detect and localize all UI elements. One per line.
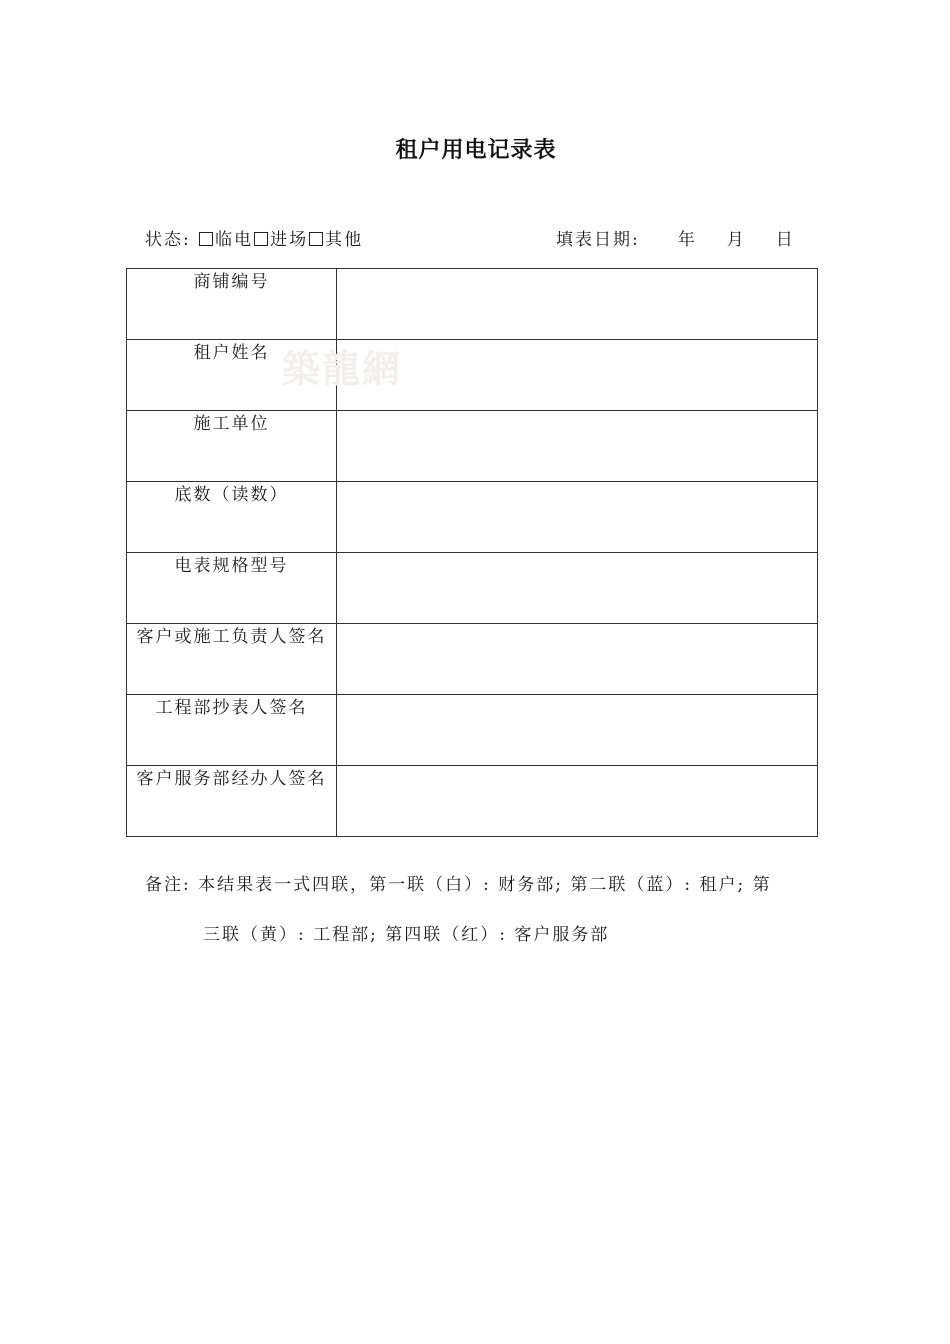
- fill-date-line: [556, 225, 795, 250]
- table-row: [127, 695, 818, 766]
- status-option-linshi: 临电: [215, 230, 254, 250]
- status-option-qita: 其他: [325, 230, 364, 250]
- date-month-label: 月: [726, 230, 746, 250]
- field-base-reading[interactable]: [337, 482, 818, 553]
- remarks-line-2: 三联（黄）: 工程部; 第四联（红）: 客户服务部: [203, 925, 610, 945]
- watermark: 築龍網: [282, 346, 403, 391]
- remarks-line-1: 备注: 本结果表一式四联，第一联（白）: 财务部; 第二联（蓝）: 租户; 第: [145, 875, 772, 895]
- checkbox-qita[interactable]: [309, 232, 323, 246]
- status-label: 状态:: [145, 230, 191, 250]
- record-table: [126, 268, 818, 837]
- date-year-label: 年: [677, 230, 697, 250]
- row-label-contractor: 施工单位: [127, 411, 337, 482]
- row-label-shop-number: 商铺编号: [127, 269, 337, 340]
- status-option-jinchang: 进场: [270, 230, 309, 250]
- row-label-meter-model: 电表规格型号: [127, 553, 337, 624]
- checkbox-jinchang[interactable]: [254, 232, 268, 246]
- table-row: [127, 553, 818, 624]
- date-day-label: 日: [775, 230, 795, 250]
- field-contractor[interactable]: [337, 411, 818, 482]
- field-shop-number[interactable]: [337, 269, 818, 340]
- remarks: [145, 873, 815, 947]
- field-engineering-signature[interactable]: [337, 695, 818, 766]
- field-service-signature[interactable]: [337, 766, 818, 837]
- field-customer-signature[interactable]: [337, 624, 818, 695]
- checkbox-linshi[interactable]: [199, 232, 213, 246]
- row-label-customer-signature: 客户或施工负责人签名: [127, 624, 337, 695]
- row-label-base-reading: 底数（读数）: [127, 482, 337, 553]
- table-row: [127, 340, 818, 411]
- table-row: [127, 269, 818, 340]
- table-row: [127, 482, 818, 553]
- table-row: [127, 411, 818, 482]
- field-tenant-name[interactable]: [337, 340, 818, 411]
- page-title: 租户用电记录表: [395, 138, 557, 163]
- date-label: 填表日期:: [556, 230, 640, 250]
- table-row: [127, 766, 818, 837]
- row-label-engineering-signature: 工程部抄表人签名: [127, 695, 337, 766]
- field-meter-model[interactable]: [337, 553, 818, 624]
- status-line: [145, 225, 363, 250]
- table-row: [127, 624, 818, 695]
- row-label-service-signature: 客户服务部经办人签名: [127, 766, 337, 837]
- row-label-tenant-name: 租户姓名: [127, 340, 337, 411]
